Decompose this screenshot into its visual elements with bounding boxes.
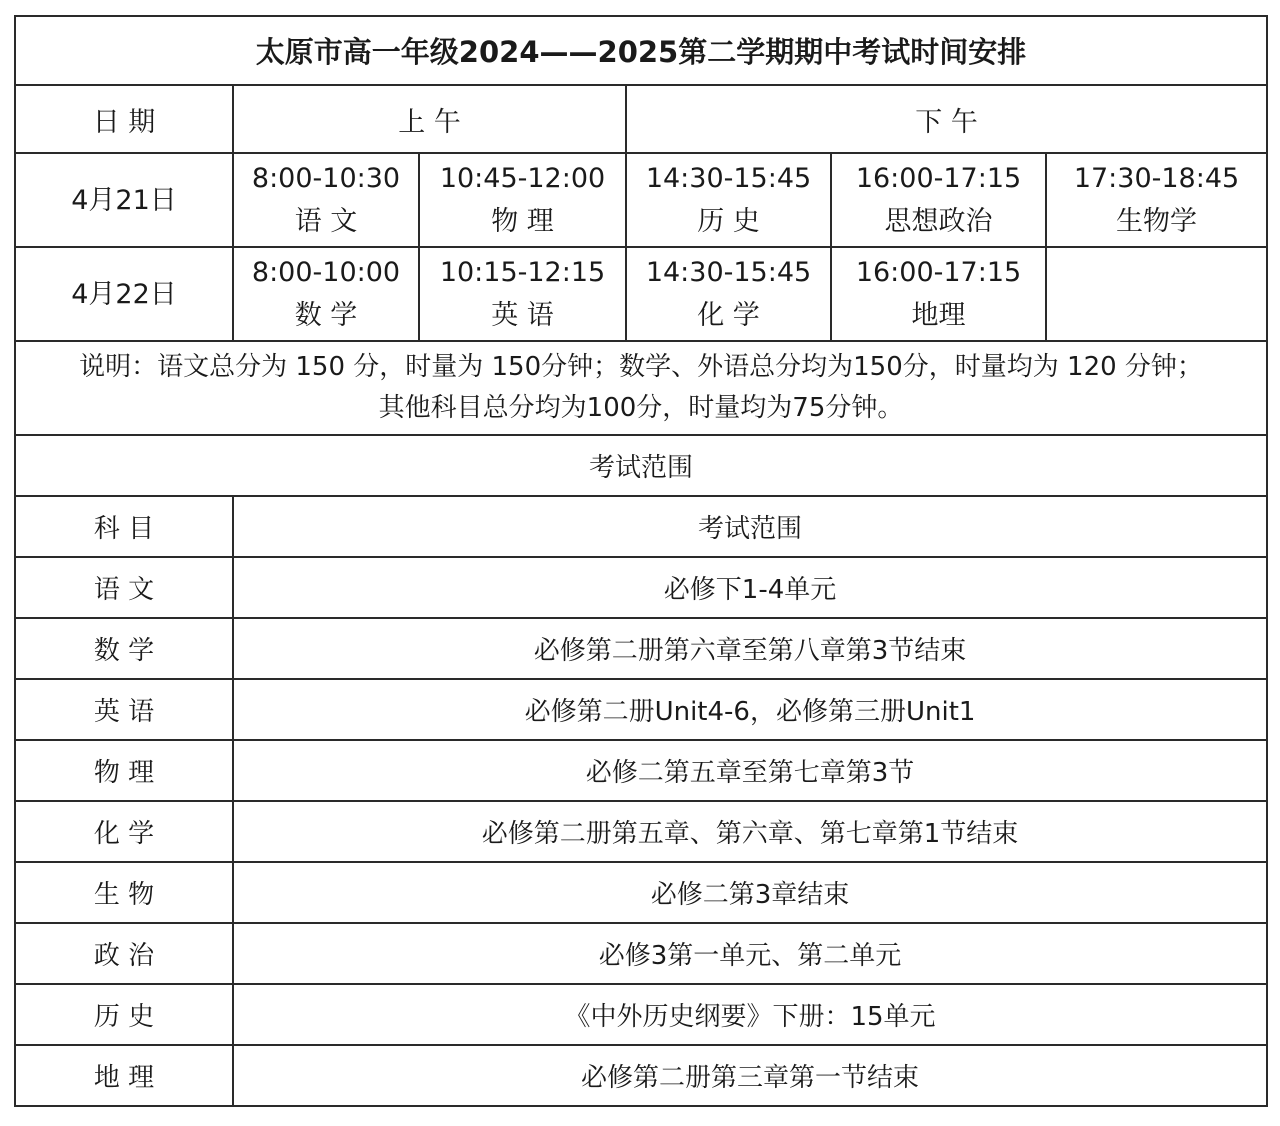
subject-scope: 《中外历史纲要》下册：15单元 [233,984,1267,1045]
subject-scope: 必修第二册第五章、第六章、第七章第1节结束 [233,801,1267,862]
exam-time: 8:00-10:00 [251,257,401,288]
table-row [15,984,1267,1045]
exam-slot [419,247,626,341]
subject-scope: 必修二第3章结束 [233,862,1267,923]
exam-slot [1046,153,1267,247]
schedule-header-row [15,85,1267,153]
exam-time: 14:30-15:45 [645,257,812,288]
exam-time: 14:30-15:45 [645,163,812,194]
subject-name: 生 物 [15,862,233,923]
exam-subject: 生物学 [1116,206,1198,237]
exam-subject: 化 学 [697,300,760,331]
subject-scope: 必修下1-4单元 [233,557,1267,618]
exam-subject: 物 理 [491,206,554,237]
table-row [15,740,1267,801]
exam-subject: 英 语 [491,300,554,331]
scope-column-header: 考试范围 [233,496,1267,557]
table-row [15,1045,1267,1106]
exam-time: 10:15-12:15 [439,257,606,288]
subject-scope: 必修第二册Unit4-6，必修第三册Unit1 [233,679,1267,740]
exam-subject: 思想政治 [884,206,993,237]
scope-section-title: 考试范围 [15,435,1267,496]
subject-name: 政 治 [15,923,233,984]
exam-slot [626,153,831,247]
exam-time: 10:45-12:00 [439,163,606,194]
note-line: 说明：语文总分为 150 分，时量为 150分钟；数学、外语总分均为150分，时量均为 120 分钟； [79,352,1203,382]
subject-name: 语 文 [15,557,233,618]
subject-name: 数 学 [15,618,233,679]
exam-subject: 历 史 [697,206,760,237]
exam-slot [233,247,419,341]
subject-scope: 必修3第一单元、第二单元 [233,923,1267,984]
exam-time: 16:00-17:15 [855,257,1022,288]
empty-slot [1046,247,1267,341]
subject-scope: 必修第二册第三章第一节结束 [233,1045,1267,1106]
exam-subject: 语 文 [294,206,358,237]
exam-time: 16:00-17:15 [855,163,1022,194]
table-row [15,923,1267,984]
subject-scope: 必修二第五章至第七章第3节 [233,740,1267,801]
subject-name: 英 语 [15,679,233,740]
subject-column-header: 科 目 [15,496,233,557]
date-header: 日 期 [15,85,233,153]
exam-time: 8:00-10:30 [251,163,401,194]
morning-header: 上 午 [233,85,626,153]
subject-name: 历 史 [15,984,233,1045]
exam-date: 4月22日 [15,247,233,341]
exam-day-row [15,153,1267,247]
exam-date: 4月21日 [15,153,233,247]
exam-slot [233,153,419,247]
exam-slot [831,153,1046,247]
subject-name: 地 理 [15,1045,233,1106]
table-row [15,557,1267,618]
exam-schedule-table [14,15,1268,1107]
scope-header-row [15,496,1267,557]
exam-slot [831,247,1046,341]
exam-subject: 数 学 [294,300,358,331]
table-row [15,862,1267,923]
afternoon-header: 下 午 [626,85,1267,153]
subject-name: 物 理 [15,740,233,801]
subject-scope: 必修第二册第六章至第八章第3节结束 [233,618,1267,679]
exam-note [15,341,1267,435]
page-title: 太原市高一年级2024——2025第二学期期中考试时间安排 [15,16,1267,85]
exam-day-row [15,247,1267,341]
table-row [15,679,1267,740]
note-line: 其他科目总分均为100分，时量均为75分钟。 [378,393,904,423]
exam-subject: 地理 [911,300,966,331]
table-row [15,618,1267,679]
table-row [15,801,1267,862]
exam-slot [419,153,626,247]
exam-time: 17:30-18:45 [1073,163,1240,194]
exam-slot [626,247,831,341]
subject-name: 化 学 [15,801,233,862]
